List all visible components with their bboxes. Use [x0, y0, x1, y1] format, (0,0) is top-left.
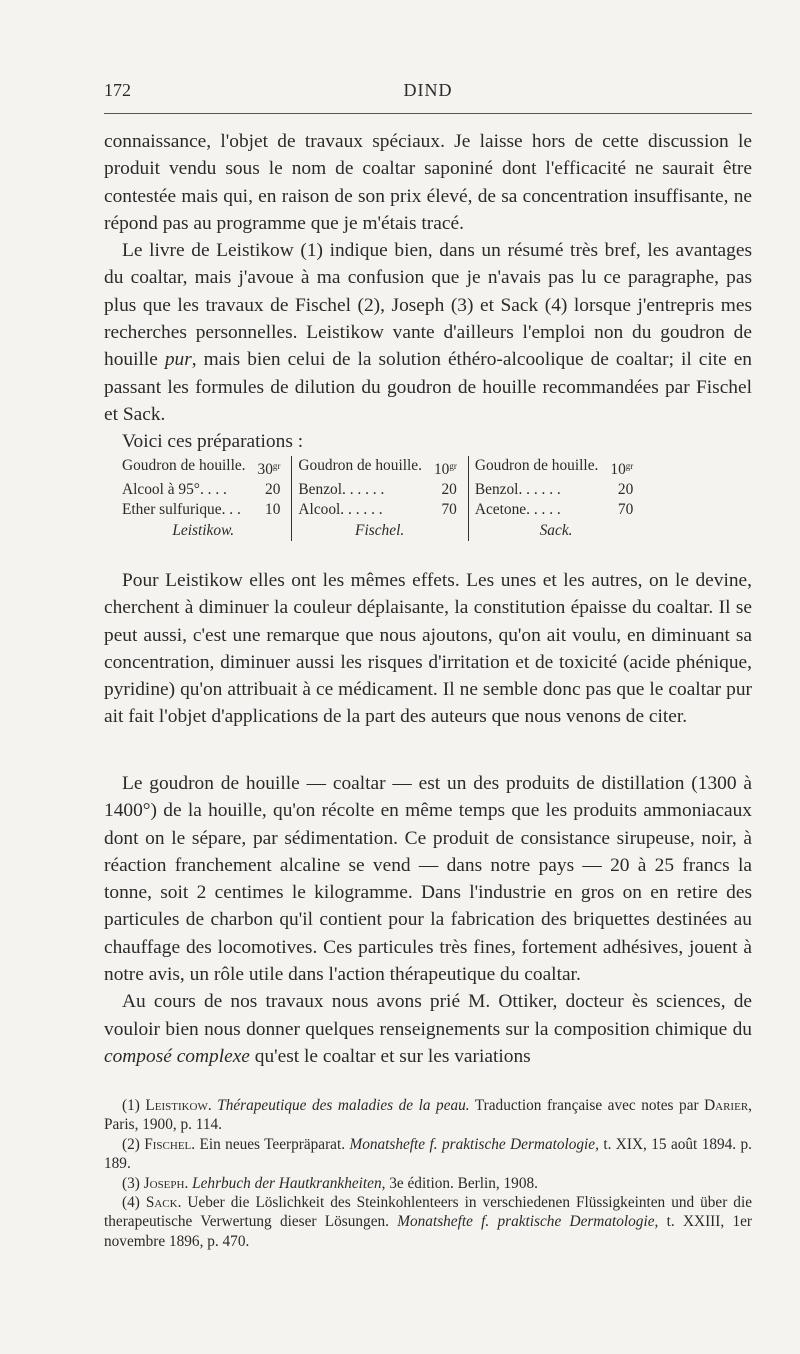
table-cell: Goudron de houille.: [122, 457, 246, 474]
author-sack: Sack.: [539, 522, 573, 539]
table-cell-value: 20: [265, 481, 281, 498]
table-cell-value: 10: [265, 501, 281, 518]
author-fischel: Fischel.: [355, 522, 405, 539]
paragraph-2-text-a: Le livre de Leistikow (1) indique bien, dans un résumé très bref, les avantages du coaltar, mais j'avoue à ma confusion que je n'avais pas lu ce paragraphe, pas plus que les travaux de Fischel (2), Joseph (3) et Sack (4) lorsque j'entrepris mes recherches personnelles. Leistikow vante d'ailleurs l'emploi non du goudron de houille: [104, 240, 752, 371]
paragraph-6-text-a: Au cours de nos travaux nous avons prié M. Ottiker, docteur ès sciences, de vouloir bien nous donner quelques renseignements sur la composition chimique du: [104, 991, 752, 1040]
table-cell-value: $10^{gr}$: [610, 461, 634, 478]
table-cell-value: 20: [617, 481, 634, 498]
paragraph-2-text-b: , mais bien celui de la solution éthéro-alcoolique de coaltar; il cite en passant les formules de dilution du goudron de houille recommandées par Fischel et Sack.: [104, 349, 753, 425]
table-cell-value: 70: [617, 501, 634, 518]
paragraph-4: Pour Leistikow elles ont les mêmes effets. Les unes et les autres, on le devine, cherchent à diminuer la couleur déplaisante, la constitution épaisse du coaltar. Il se peut aussi, c'est une remarque que nous ajoutons, qu'on ait voulu, en diminuant sa concentration, diminuer aussi les risques d'irritation et de toxicité (acide phénique, pyridine) qu'on attribuait à ce médicament. Il ne semble donc pas que le coaltar pur ait fait l'objet d'applications de la part des auteurs que nous venons de citer.: [104, 570, 752, 728]
running-title: DIND: [403, 80, 453, 100]
table-cell: Goudron de houille.: [298, 457, 422, 474]
table-cell: Goudron de houille.: [474, 457, 599, 474]
table-cell-value: 20: [441, 481, 457, 498]
text-block-middle: [104, 567, 752, 731]
paragraph-1: connaissance, l'objet de travaux spéciaux. Je laisse hors de cette discussion le produit vendu sous le nom de coaltar saponiné dont l'efficacité ne saurait être contestée mais qui, en raison de son prix élevé, de sa concentration insuffisante, ne répond pas au programme que je m'étais tracé.: [104, 131, 752, 234]
table-row: [116, 480, 643, 500]
table-cell-value: $30^{gr}$: [257, 461, 281, 478]
header-rule: [104, 113, 752, 114]
table-cell: Alcool à 95°. . . .: [122, 481, 227, 498]
text-block-top: [104, 128, 752, 456]
paragraph-6-text-b: qu'est le coaltar et sur les variations: [249, 1045, 531, 1067]
table-cell: Alcool. . . . . .: [298, 501, 383, 518]
running-header: [104, 80, 752, 106]
table-cell: Benzol. . . . . .: [298, 481, 385, 498]
table-cell: Benzol. . . . . .: [474, 481, 561, 498]
table-cell: Acetone. . . . .: [474, 501, 561, 518]
paragraph-2: [104, 237, 752, 428]
paragraph-3: Voici ces préparations :: [122, 431, 304, 453]
footnote-3: (3) Joseph. Lehrbuch der Hautkrankheiten, 3e édition. Berlin, 1908.: [122, 1174, 538, 1192]
table-author-row: [116, 520, 643, 541]
footnote-4: (4) Sack. Ueber die Löslichkeit des Steinkohlenteers in verschiedenen Flüssigkeinten und über die therapeutische Verwertung dieser Lösungen. Monatshefte f. praktische Dermatologie, t. XXIII, 1er novembre 1896, p. 470.: [104, 1194, 752, 1250]
table-cell-value: 70: [441, 501, 457, 518]
footnotes: [104, 1096, 752, 1251]
table-cell: Ether sulfurique. . .: [122, 501, 241, 518]
footnote-1: (1) Leistikow. Thérapeutique des maladies de la peau. Traduction française avec notes par Darier, Paris, 1900, p. 114.: [104, 1097, 752, 1134]
paragraph-6-emphasis: composé complexe: [104, 1045, 250, 1067]
table-row: [116, 500, 643, 520]
table-cell-value: $10^{gr}$: [433, 461, 457, 478]
author-leistikow: Leistikow.: [172, 522, 235, 539]
table-row: [116, 456, 643, 480]
text-block-bottom: [104, 770, 752, 1070]
paragraph-2-emphasis: pur: [164, 349, 192, 371]
paragraph-6: [104, 988, 752, 1070]
preparations-table: [116, 456, 643, 541]
paragraph-5: Le goudron de houille — coaltar — est un des produits de distillation (1300 à 1400°) de la houille, qu'on récolte en même temps que les produits ammoniacaux dont on le sépare, par sédimentation. Ce produit de consistance sirupeuse, noir, à réaction franchement alcaline se vend — dans notre pays — 20 à 25 francs la tonne, soit 2 centimes le kilogramme. Dans l'industrie en gros on en retire des particules de charbon qu'il contient pour la fabrication des briquettes destinées au chauffage des locomotives. Ces particules très fines, fortement adhésives, jouent à notre avis, un rôle utile dans l'action thérapeutique du coaltar.: [104, 773, 752, 986]
page-number: 172: [104, 80, 131, 100]
footnote-2: (2) Fischel. Ein neues Teerpräparat. Monatshefte f. praktische Dermatologie, t. XIX, 15 août 1894. p. 189.: [104, 1135, 753, 1173]
